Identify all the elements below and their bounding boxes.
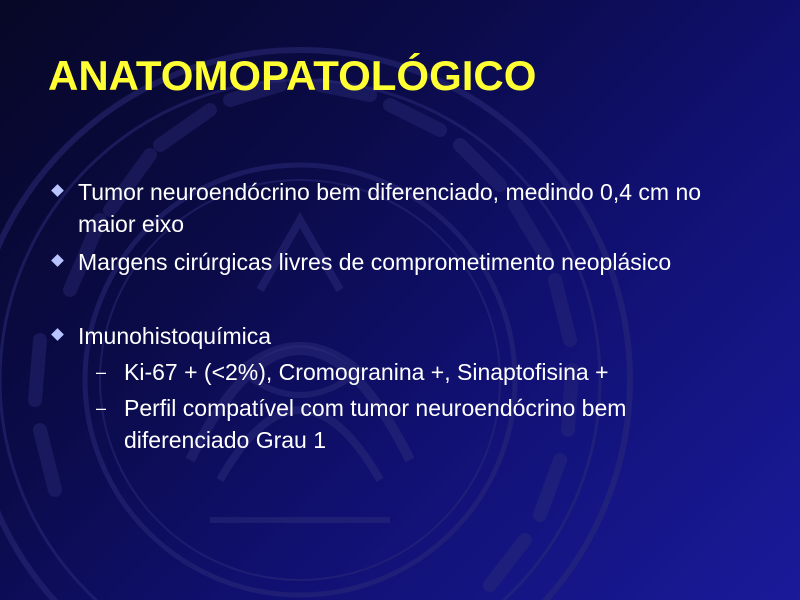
sub-bullet-list — [78, 356, 738, 456]
list-item — [48, 320, 738, 456]
subitem-text: Perfil compatível com tumor neuroendócrino bem diferenciado Grau 1 — [124, 395, 627, 453]
diamond-bullet-icon — [51, 328, 64, 341]
sub-list-item — [78, 392, 738, 456]
diamond-bullet-icon — [51, 254, 64, 267]
bullet-text: Imunohistoquímica — [78, 323, 272, 349]
bullet-list — [48, 176, 738, 462]
slide-title: ANATOMOPATOLÓGICO — [48, 52, 537, 99]
list-item — [48, 176, 738, 240]
bullet-text: Tumor neuroendócrino bem diferenciado, medindo 0,4 cm no maior eixo — [78, 179, 702, 237]
dash-bullet-icon: – — [96, 398, 107, 418]
sub-list-item — [78, 356, 738, 388]
list-item — [48, 246, 738, 278]
diamond-bullet-icon — [51, 184, 64, 197]
bullet-text: Margens cirúrgicas livres de comprometimento neoplásico — [78, 249, 672, 275]
dash-bullet-icon: – — [96, 362, 107, 382]
subitem-text: Ki-67 + (<2%), Cromogranina +, Sinaptofisina + — [124, 359, 609, 385]
